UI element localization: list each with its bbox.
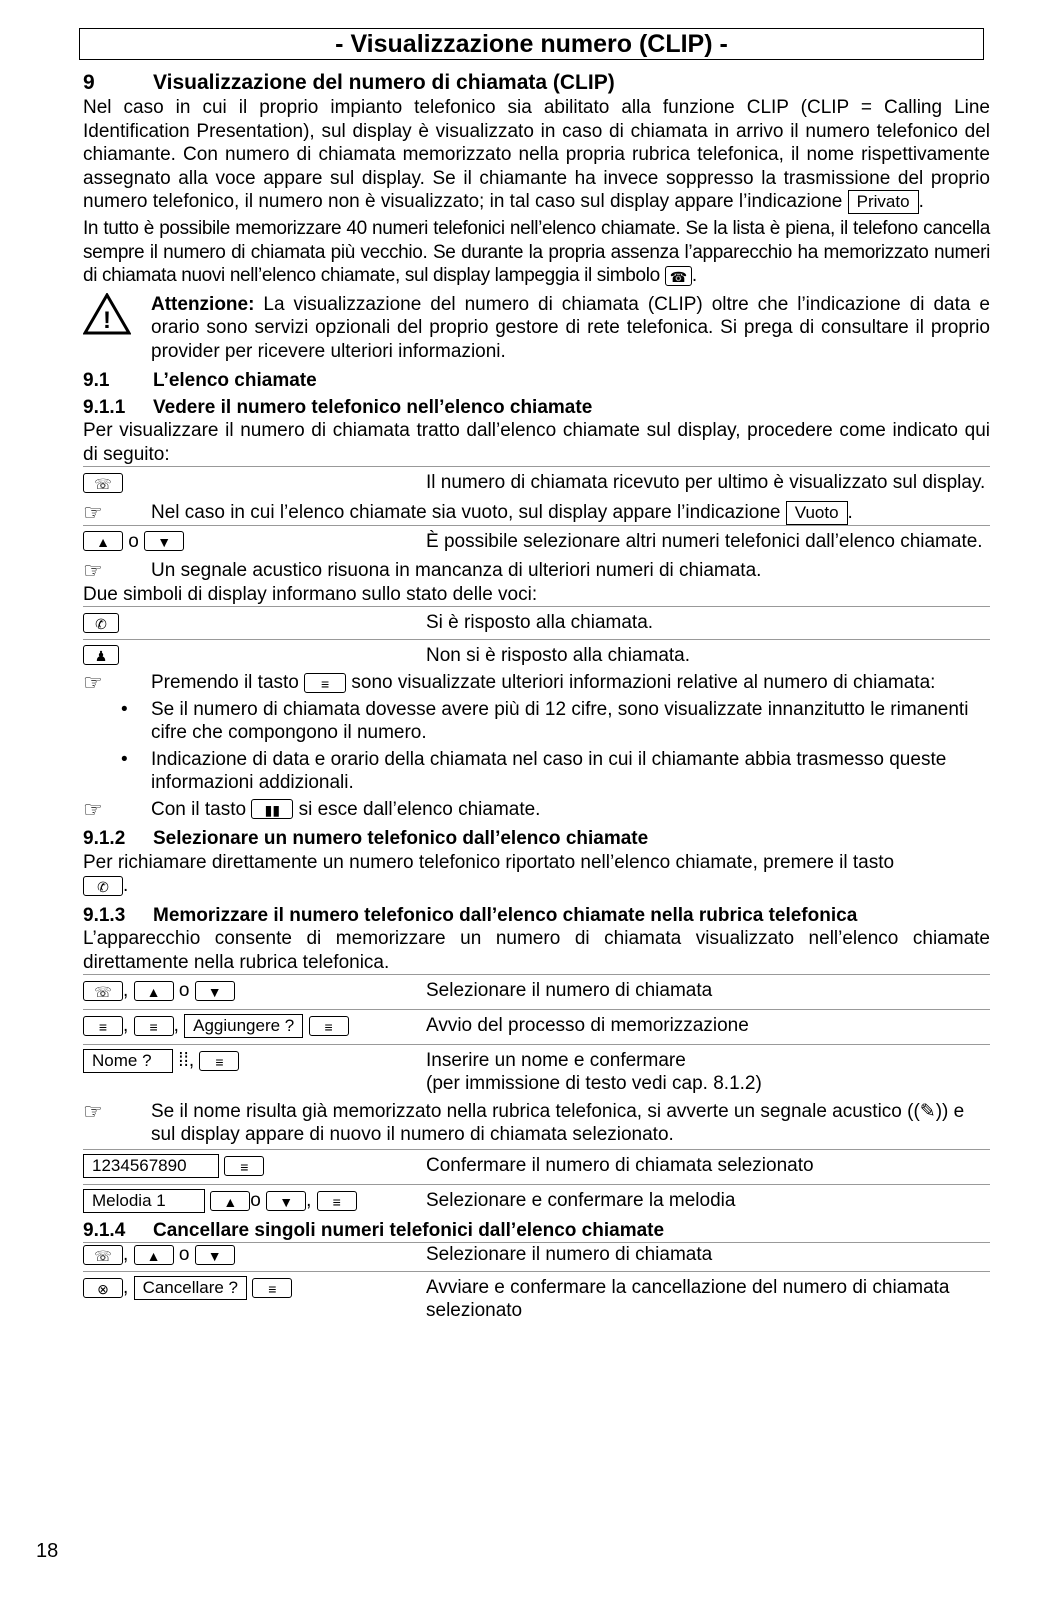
list-paragraph: In tutto è possibile memorizzare 40 numeri telefonici nell’elenco chiamate. Se la lista è piena, il telefono cancella sempre il numero di chiamata più vecchio. Se durante la propria assenza l’apparecchio ha memorizzato numeri di chiamata nuovi nell’elenco chiamate, sul display lampeggia il simbolo ☎ .	[83, 218, 990, 286]
keypad-icon: ⁞⁞	[178, 1049, 189, 1071]
section-9-1-2-heading: 9.1.2 Selezionare un numero telefonico dall’elenco chiamate	[83, 828, 649, 849]
page-number: 18	[36, 1540, 59, 1562]
call-list-key-icon: ☏	[83, 473, 123, 493]
svg-text:!: !	[103, 306, 111, 334]
step-row: ☏ , ▲ o ▼ Selezionare il numero di chiamata	[83, 974, 990, 1003]
page-content	[83, 28, 990, 1323]
symbols-paragraph: Due simboli di display informano sullo stato delle voci:	[83, 583, 538, 605]
display-number: 1234567890	[83, 1154, 219, 1178]
step-row: ⊗ , Cancellare ? ≡ Avviare e confermare la cancellazione del numero di chiamata selezionato	[83, 1271, 990, 1323]
menu-key-icon: ≡	[224, 1156, 264, 1176]
hint-note: ☞ Nel caso in cui l’elenco chiamate sia vuoto, sul display appare l’indicazione Vuoto .	[83, 499, 853, 525]
step-row: ≡ , ≡ , Aggiungere ? ≡ Avvio del processo di memorizzazione	[83, 1009, 990, 1038]
arrow-up-icon: ▲	[134, 1245, 174, 1265]
call-key-icon: ✆	[83, 876, 123, 896]
section-9-1-3-heading: 9.1.3 Memorizzare il numero telefonico dall’elenco chiamate nella rubrica telefonica	[83, 904, 858, 926]
step-row: ▲ o ▼ È possibile selezionare altri numeri telefonici dall’elenco chiamate.	[83, 525, 990, 554]
section-9-1-heading: 9.1 L’elenco chiamate	[83, 370, 317, 391]
display-nome: Nome ?	[83, 1049, 173, 1073]
pointing-hand-icon: ☞	[83, 670, 103, 695]
menu-key-icon: ≡	[83, 1016, 123, 1036]
menu-key-icon: ≡	[199, 1051, 239, 1071]
paragraph-9-1-1: Per visualizzare il numero di chiamata tratto dall’elenco chiamate sul display, procedere come indicato qui di seguito:	[83, 420, 990, 465]
step-row: ✆ Si è risposto alla chiamata.	[83, 606, 990, 635]
paragraph-9-1-2: Per richiamare direttamente un numero telefonico riportato nell’elenco chiamate, premere il tasto ✆ .	[83, 851, 895, 896]
phone-icon: ☎	[665, 266, 692, 286]
step-row: ☏ , ▲ o ▼ Selezionare il numero di chiamata	[83, 1242, 990, 1267]
delete-key-icon: ⊗	[83, 1278, 123, 1298]
step-row: Nome ? ⁞⁞, ≡ Inserire un nome e confermare (per immissione di testo vedi cap. 8.1.2)	[83, 1044, 990, 1096]
bullet-item: • Se il numero di chiamata dovesse avere più di 12 cifre, sono visualizzate innanzitutto le rimanenti cifre che compongono il numero.	[121, 698, 969, 743]
step-row: 1234567890 ≡ Confermare il numero di chiamata selezionato	[83, 1149, 990, 1178]
step-row: ♟ Non si è risposto alla chiamata.	[83, 639, 990, 668]
arrow-down-icon: ▼	[195, 981, 235, 1001]
arrow-up-icon: ▲	[210, 1191, 250, 1211]
phonebook-key-icon: ▮▮	[251, 799, 293, 819]
display-privato: Privato	[848, 190, 919, 214]
menu-key-icon: ≡	[309, 1016, 349, 1036]
display-aggiungere: Aggiungere ?	[184, 1014, 303, 1038]
bullet-item: • Indicazione di data e orario della chiamata nel caso in cui il chiamante abbia trasmesso queste informazioni addizionali.	[121, 748, 947, 793]
hint-note: ☞ Premendo il tasto ≡ sono visualizzate ulteriori informazioni relative al numero di chiamata:	[83, 670, 936, 695]
warning-note: ! Attenzione: La visualizzazione del numero di chiamata (CLIP) oltre che l’indicazione di data e orario sono servizi opzionali del proprio gestore di rete telefonica. Si prega di consultare il proprio provider per ricevere ulteriori informazioni.	[83, 293, 990, 364]
ringing-icon: ((✎))	[907, 1100, 949, 1122]
page-header: - Visualizzazione numero (CLIP) -	[79, 28, 984, 60]
arrow-down-icon: ▼	[266, 1191, 306, 1211]
paragraph-9-1-3: L’apparecchio consente di memorizzare un numero di chiamata visualizzato nell’elenco chiamate direttamente nella rubrica telefonica.	[83, 928, 990, 973]
answered-call-icon: ✆	[83, 613, 119, 633]
menu-key-icon: ≡	[304, 673, 346, 693]
menu-key-icon: ≡	[134, 1016, 174, 1036]
arrow-down-icon: ▼	[144, 531, 184, 551]
arrow-up-icon: ▲	[83, 531, 123, 551]
pointing-hand-icon: ☞	[83, 558, 103, 583]
menu-key-icon: ≡	[317, 1191, 357, 1211]
hint-note: ☞ Se il nome risulta già memorizzato nella rubrica telefonica, si avverte un segnale acustico ((✎)) e sul display appare di nuovo il numero di chiamata selezionato.	[83, 1098, 965, 1145]
call-list-key-icon: ☏	[83, 981, 123, 1001]
missed-call-icon: ♟	[83, 645, 119, 665]
call-list-key-icon: ☏	[83, 1245, 123, 1265]
section-9-heading: 9 Visualizzazione del numero di chiamata (CLIP)	[83, 71, 615, 94]
arrow-down-icon: ▼	[195, 1245, 235, 1265]
arrow-up-icon: ▲	[134, 981, 174, 1001]
hint-note: ☞ Con il tasto ▮▮ si esce dall’elenco chiamate.	[83, 796, 541, 822]
display-melodia: Melodia 1	[83, 1189, 205, 1213]
pointing-hand-icon: ☞	[83, 796, 103, 822]
step-row: ☏ Il numero di chiamata ricevuto per ultimo è visualizzato sul display.	[83, 466, 990, 495]
step-row: Melodia 1 ▲ o ▼ , ≡ Selezionare e confermare la melodia	[83, 1184, 990, 1213]
display-vuoto: Vuoto	[786, 501, 848, 525]
hint-note: ☞ Un segnale acustico risuona in mancanza di ulteriori numeri di chiamata.	[83, 558, 762, 583]
section-9-1-4-heading: 9.1.4 Cancellare singoli numeri telefonici dall’elenco chiamate	[83, 1219, 665, 1241]
pointing-hand-icon: ☞	[83, 1098, 103, 1124]
display-cancellare: Cancellare ?	[134, 1276, 247, 1300]
menu-key-icon: ≡	[252, 1278, 292, 1298]
intro-paragraph: Nel caso in cui il proprio impianto telefonico sia abilitato alla funzione CLIP (CLIP = Calling Line Identification Presentation), sul display è visualizzato in caso di chiamata in arrivo il numero telefonico del chiamante. Con numero di chiamata memorizzato nella propria rubrica telefonica, il nome rispettivamente assegnato alla voce appare sul display. Se il chiamante ha invece soppresso la trasmissione del proprio numero telefonico, il numero non è visualizzato; in tal caso sul display appare l’indicazione Privato .	[83, 97, 990, 213]
pointing-hand-icon: ☞	[83, 499, 103, 525]
warning-icon	[83, 293, 151, 364]
section-9-1-1-heading: 9.1.1 Vedere il numero telefonico nell’elenco chiamate	[83, 396, 593, 418]
